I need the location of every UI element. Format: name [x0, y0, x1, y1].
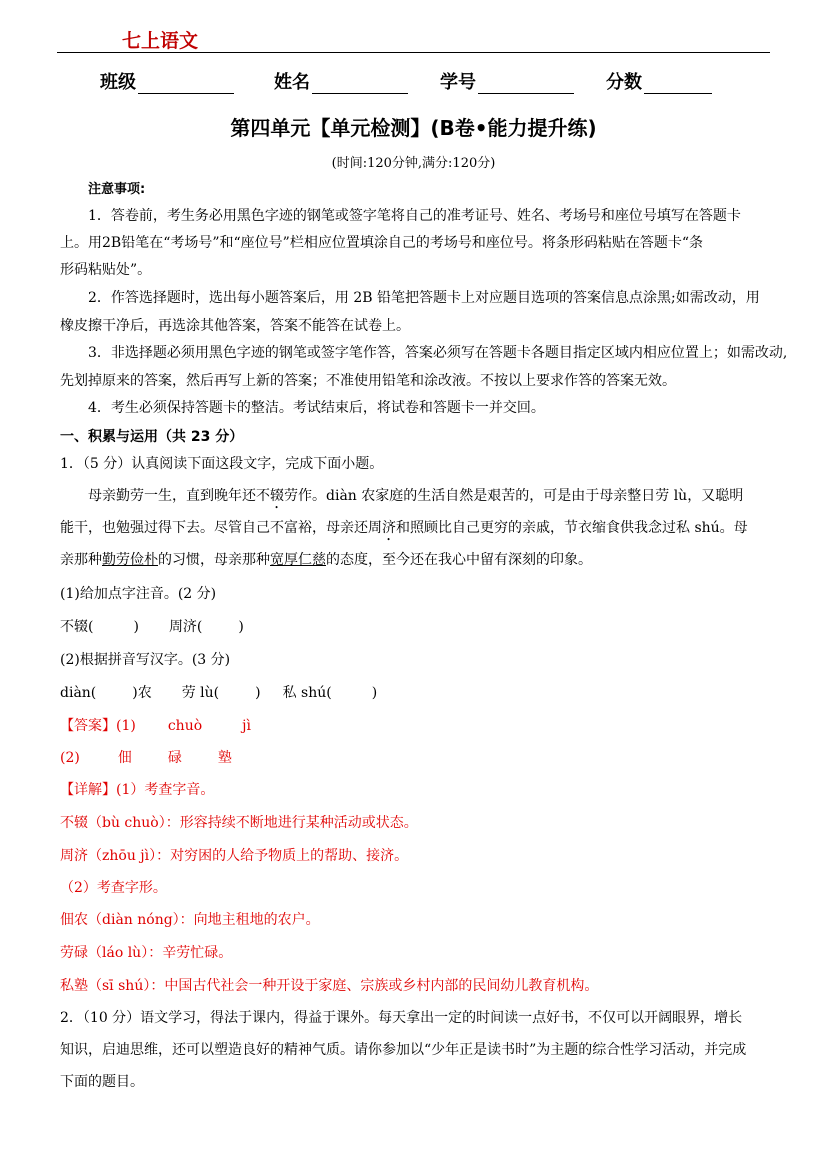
underlined-phrase: 勤劳俭朴: [102, 552, 158, 568]
question-2-line-3: 下面的题目。: [60, 1074, 144, 1090]
sub-question-2-prompt: (2)根据拼音写汉字。(3 分): [60, 652, 231, 668]
blank-label: )农: [132, 685, 152, 701]
sub-question-1-prompt: (1)给加点字注音。(2 分): [60, 586, 217, 602]
class-blank[interactable]: [138, 73, 234, 94]
sub-question-1-blanks: [60, 616, 244, 636]
notice-item-2-line-1: 2．作答选择题时，选出每小题答案后，用 2B 铅笔把答题卡上对应题目选项的答案信息点涂黑;如需改动，用: [88, 290, 760, 306]
name-field[interactable]: [274, 68, 408, 94]
answer-line-2: [60, 747, 232, 767]
class-label: 班级: [100, 72, 136, 93]
blank-label: 不辍(: [60, 619, 94, 635]
explanation-line: （2）考查字形。: [60, 880, 167, 896]
underlined-phrase: 宽厚仁慈: [270, 552, 326, 568]
student-id-field[interactable]: [440, 68, 574, 94]
section-1-heading: 一、积累与运用（共 23 分）: [60, 429, 244, 445]
page-title: 第四单元【单元检测】(B卷•能力提升练): [230, 116, 597, 140]
question-2-line-1: 2．（10 分）语文学习，得法于课内，得益于课外。每天拿出一定的时间读一点好书，不仅可以开阔眼界，增长: [60, 1010, 743, 1026]
notice-item-2-line-2: 橡皮擦干净后，再选涂其他答案，答案不能答在试卷上。: [60, 318, 410, 334]
exam-time-info: (时间:120分钟,满分:120分): [331, 156, 496, 171]
answer-value: chuò: [167, 718, 203, 734]
passage-line-1: [88, 485, 743, 512]
answer-value: 塾: [217, 750, 232, 766]
blank-label: ): [133, 619, 139, 635]
passage-text: 母亲勤劳一生，直到晚年还不: [88, 488, 270, 504]
notice-heading: 注意事项:: [88, 182, 146, 197]
student-info-row: [100, 68, 740, 96]
passage-line-2: [60, 517, 748, 544]
name-label: 姓名: [274, 72, 310, 93]
explanation-line: 劳碌（láo lù）：辛劳忙碌。: [60, 945, 233, 961]
sub-question-2-blanks: [60, 682, 377, 702]
passage-text: 亲那种: [60, 552, 102, 568]
blank-label: ): [238, 619, 244, 635]
answer-value: jì: [242, 718, 251, 734]
class-field[interactable]: [100, 68, 234, 94]
notice-item-1-line-2: 上。用2B铅笔在“考场号”和“座位号”栏相应位置填涂自己的考场号和座位号。将条形码粘贴在答题卡“条: [60, 235, 703, 251]
blank-label: ): [255, 685, 261, 701]
answer-value: 佃: [117, 750, 132, 766]
dotted-char-chuo: 辍: [270, 488, 284, 504]
notice-item-4-line-1: 4．考生必须保持答题卡的整洁。考试结束后，将试卷和答题卡一并交回。: [88, 400, 545, 416]
passage-line-3: [60, 549, 592, 569]
explanation-line: 佃农（diàn nóng）：向地主租地的农户。: [60, 912, 320, 928]
notice-item-3-line-2: 先划掉原来的答案，然后再写上新的答案；不准使用铅笔和涂改液。不按以上要求作答的答案无效。: [60, 373, 676, 389]
answer-line-1: [60, 715, 251, 735]
header-divider: [57, 52, 770, 53]
notice-item-1-line-1: 1．答卷前，考生务必用黑色字迹的钢笔或签字笔将自己的准考证号、姓名、考场号和座位号填写在答题卡: [88, 208, 741, 224]
explanation-label: 【详解】(1）考查字音。: [60, 782, 215, 798]
passage-text: 劳作。diàn 农家庭的生活自然是艰苦的，可是由于母亲整日劳 lù，又聪明: [284, 488, 744, 504]
question-1-stem: 1．（5 分）认真阅读下面这段文字，完成下面小题。: [60, 456, 384, 472]
header-subject-tag: 七上语文: [122, 30, 199, 52]
score-label: 分数: [606, 72, 642, 93]
name-blank[interactable]: [312, 73, 408, 94]
passage-text: 的态度，至今还在我心中留有深刻的印象。: [326, 552, 592, 568]
blank-label: 私 shú(: [282, 685, 332, 701]
passage-text: 和照顾比自己更穷的亲戚，节衣缩食供我念过私 shú。母: [396, 520, 748, 536]
dotted-char-ji: 济: [382, 520, 396, 536]
question-2-line-2: 知识，启迪思维，还可以塑造良好的精神气质。请你参加以“少年正是读书时”为主题的综合性学习活动，并完成: [60, 1042, 747, 1058]
student-id-label: 学号: [440, 72, 476, 93]
explanation-line: 不辍（bù chuò）：形容持续不断地进行某种活动或状态。: [60, 815, 418, 831]
blank-label: diàn(: [60, 685, 97, 701]
blank-label: 劳 lù(: [181, 685, 220, 701]
explanation-line: 周济（zhōu jì）：对穷困的人给予物质上的帮助、接济。: [60, 848, 409, 864]
blank-label: ): [371, 685, 378, 701]
answer-label: 【答案】(1): [60, 718, 136, 734]
blank-label: 周济(: [168, 619, 203, 635]
answer-value: 碌: [167, 750, 182, 766]
passage-text: 能干，也勉强过得下去。尽管自己不富裕，母亲还周: [60, 520, 382, 536]
score-field[interactable]: [606, 68, 712, 94]
answer-label: (2): [60, 750, 80, 766]
passage-text: 的习惯，母亲那种: [158, 552, 270, 568]
notice-item-3-line-1: 3．非选择题必须用黑色字迹的钢笔或签字笔作答，答案必须写在答题卡各题目指定区域内相应位置上；如需改动,: [88, 345, 788, 361]
notice-item-1-line-3: 形码粘贴处”。: [60, 262, 152, 278]
explanation-line: 私塾（sī shú）：中国古代社会一种开设于家庭、宗族或乡村内部的民间幼儿教育机构。: [60, 978, 599, 994]
score-blank[interactable]: [644, 73, 712, 94]
student-id-blank[interactable]: [478, 73, 574, 94]
